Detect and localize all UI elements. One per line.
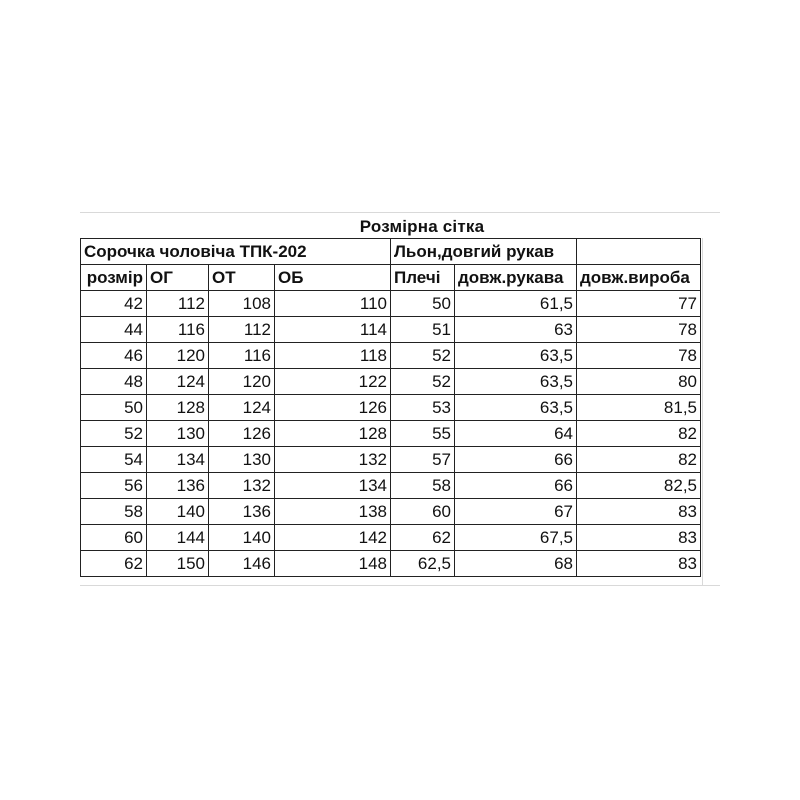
table-cell: 44: [81, 317, 147, 343]
table-row: [81, 421, 701, 447]
table-cell: 82,5: [577, 473, 701, 499]
header-row: [81, 265, 701, 291]
chart-title: Розмірна сітка: [359, 217, 485, 236]
table-cell: 81,5: [577, 395, 701, 421]
table-cell: 124: [209, 395, 275, 421]
table-cell: 140: [209, 525, 275, 551]
table-cell: 53: [391, 395, 455, 421]
table-cell: 130: [209, 447, 275, 473]
table-cell: 134: [275, 473, 391, 499]
table-cell: 120: [147, 343, 209, 369]
table-cell: 126: [209, 421, 275, 447]
table-cell: 60: [81, 525, 147, 551]
header-ot: ОТ: [209, 265, 275, 291]
table-cell: 128: [147, 395, 209, 421]
table-cell: 78: [577, 343, 701, 369]
table-cell: 48: [81, 369, 147, 395]
table-cell: 63: [455, 317, 577, 343]
table-cell: 132: [209, 473, 275, 499]
table-cell: 51: [391, 317, 455, 343]
table-cell: 120: [209, 369, 275, 395]
table-cell: 83: [577, 551, 701, 577]
table-cell: 83: [577, 525, 701, 551]
table-cell: 61,5: [455, 291, 577, 317]
table-cell: 67: [455, 499, 577, 525]
table-cell: 116: [209, 343, 275, 369]
table-cell: 114: [275, 317, 391, 343]
table-cell: 122: [275, 369, 391, 395]
table-cell: 83: [577, 499, 701, 525]
header-size: розмір: [81, 265, 147, 291]
table-cell: 78: [577, 317, 701, 343]
table-cell: 63,5: [455, 343, 577, 369]
header-shoulders: Плечі: [391, 265, 455, 291]
table-cell: 66: [455, 447, 577, 473]
table-cell: 58: [81, 499, 147, 525]
table-row: [81, 525, 701, 551]
table-row: [81, 551, 701, 577]
table-cell: 58: [391, 473, 455, 499]
table-cell: 112: [209, 317, 275, 343]
table-cell: 82: [577, 421, 701, 447]
table-row: [81, 369, 701, 395]
table-cell: 46: [81, 343, 147, 369]
size-chart-sheet: [80, 212, 720, 588]
table-cell: 50: [391, 291, 455, 317]
table-cell: 136: [147, 473, 209, 499]
table-cell: 77: [577, 291, 701, 317]
table-cell: 63,5: [455, 395, 577, 421]
table-row: [81, 447, 701, 473]
table-cell: 118: [275, 343, 391, 369]
table-cell: 56: [81, 473, 147, 499]
table-cell: 55: [391, 421, 455, 447]
table-cell: 80: [577, 369, 701, 395]
table-cell: 112: [147, 291, 209, 317]
table-cell: 110: [275, 291, 391, 317]
table-cell: 126: [275, 395, 391, 421]
header-sleeve-length: довж.рукава: [455, 265, 577, 291]
header-ob: ОБ: [275, 265, 391, 291]
table-cell: 150: [147, 551, 209, 577]
table-cell: 62: [391, 525, 455, 551]
table-row: [81, 395, 701, 421]
table-cell: 50: [81, 395, 147, 421]
table-cell: 52: [391, 369, 455, 395]
table-cell: 148: [275, 551, 391, 577]
table-cell: 60: [391, 499, 455, 525]
header-og: ОГ: [147, 265, 209, 291]
table-cell: 144: [147, 525, 209, 551]
header-garment-length: довж.вироба: [577, 265, 701, 291]
table-cell: 63,5: [455, 369, 577, 395]
table-row: [81, 499, 701, 525]
empty-cell: [577, 239, 701, 265]
table-cell: 64: [455, 421, 577, 447]
table-cell: 62,5: [391, 551, 455, 577]
table-row: [81, 473, 701, 499]
table-cell: 66: [455, 473, 577, 499]
fabric-description: Льон,довгий рукав: [391, 239, 577, 265]
info-row: [81, 239, 701, 265]
table-cell: 54: [81, 447, 147, 473]
table-cell: 128: [275, 421, 391, 447]
table-row: [81, 343, 701, 369]
table-cell: 134: [147, 447, 209, 473]
sheet-gridline-right: [702, 238, 703, 586]
size-table: [80, 238, 701, 577]
table-cell: 140: [147, 499, 209, 525]
table-cell: 57: [391, 447, 455, 473]
table-row: [81, 317, 701, 343]
table-cell: 52: [81, 421, 147, 447]
table-cell: 124: [147, 369, 209, 395]
table-cell: 142: [275, 525, 391, 551]
table-cell: 42: [81, 291, 147, 317]
table-cell: 130: [147, 421, 209, 447]
table-cell: 68: [455, 551, 577, 577]
table-cell: 52: [391, 343, 455, 369]
table-row: [81, 291, 701, 317]
table-cell: 138: [275, 499, 391, 525]
table-cell: 136: [209, 499, 275, 525]
table-cell: 132: [275, 447, 391, 473]
model-name: Сорочка чоловіча ТПК-202: [81, 239, 391, 265]
table-cell: 62: [81, 551, 147, 577]
table-cell: 116: [147, 317, 209, 343]
table-cell: 82: [577, 447, 701, 473]
title-row: [80, 212, 720, 239]
table-cell: 146: [209, 551, 275, 577]
sheet-gridline-bottom: [80, 585, 720, 586]
table-cell: 108: [209, 291, 275, 317]
table-cell: 67,5: [455, 525, 577, 551]
